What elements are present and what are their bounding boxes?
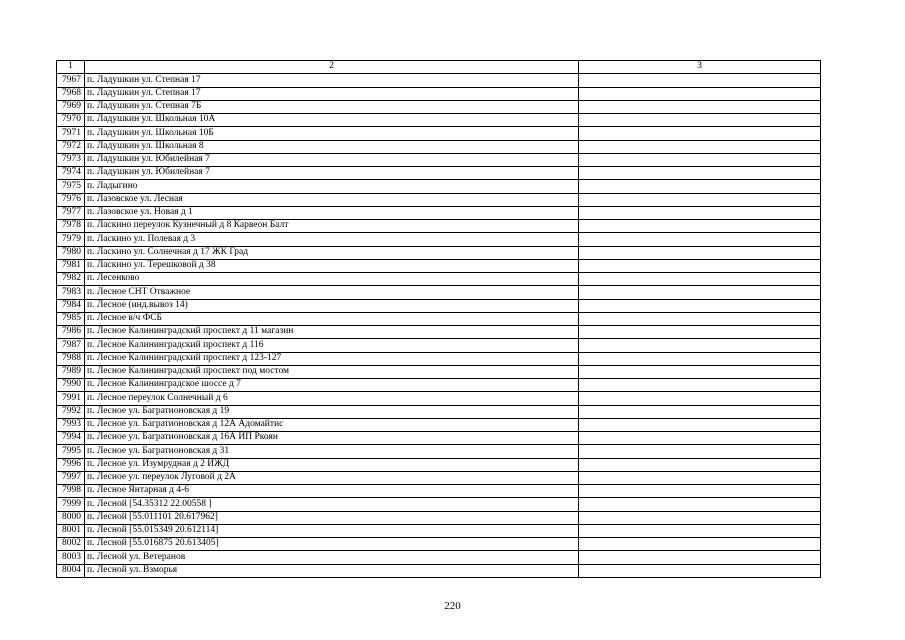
row-number: 7967 xyxy=(57,74,85,87)
table-row xyxy=(57,471,821,484)
table-row xyxy=(57,87,821,100)
address-cell: п. Лесное Калининградское шоссе д 7 xyxy=(85,379,579,392)
column-3-cell xyxy=(579,140,821,153)
table-row xyxy=(57,74,821,87)
column-3-cell xyxy=(579,365,821,378)
row-number: 7997 xyxy=(57,471,85,484)
table-row xyxy=(57,246,821,259)
column-3-cell xyxy=(579,193,821,206)
row-number: 8000 xyxy=(57,511,85,524)
row-number: 7980 xyxy=(57,246,85,259)
table-row xyxy=(57,286,821,299)
address-cell: п. Лесной ул. Ветеранов xyxy=(85,551,579,564)
address-cell: п. Лазовское ул. Новая д 1 xyxy=(85,206,579,219)
address-cell: п. Лесной [55.016875 20.613405] xyxy=(85,538,579,551)
address-cell: п. Лесное в/ч ФСБ xyxy=(85,312,579,325)
row-number: 8004 xyxy=(57,564,85,577)
column-3-cell xyxy=(579,458,821,471)
column-3-cell xyxy=(579,286,821,299)
address-cell: п. Ладушкин ул. Степная 17 xyxy=(85,87,579,100)
address-cell: п. Ладушкин ул. Степная 17 xyxy=(85,74,579,87)
column-3-cell xyxy=(579,114,821,127)
address-cell: п. Лесной [54.35312 22.00558 ] xyxy=(85,498,579,511)
row-number: 7973 xyxy=(57,153,85,166)
table-row xyxy=(57,259,821,272)
column-3-cell xyxy=(579,153,821,166)
row-number: 7972 xyxy=(57,140,85,153)
table-row xyxy=(57,180,821,193)
address-cell: п. Лесное Калининградский проспект под мостом xyxy=(85,365,579,378)
table-row xyxy=(57,365,821,378)
column-3-cell xyxy=(579,432,821,445)
row-number: 7974 xyxy=(57,167,85,180)
column-3-cell xyxy=(579,180,821,193)
row-number: 7999 xyxy=(57,498,85,511)
address-cell: п. Ладушкин ул. Степная 7Б xyxy=(85,100,579,113)
table-row xyxy=(57,511,821,524)
address-cell: п. Ладыгино xyxy=(85,180,579,193)
table-row xyxy=(57,140,821,153)
address-cell: п. Ласкино ул. Терешковой д 38 xyxy=(85,259,579,272)
table-row xyxy=(57,326,821,339)
table-row xyxy=(57,524,821,537)
column-3-cell xyxy=(579,471,821,484)
table-row xyxy=(57,352,821,365)
table-row xyxy=(57,445,821,458)
column-3-cell xyxy=(579,551,821,564)
table-row xyxy=(57,220,821,233)
column-3-cell xyxy=(579,445,821,458)
table-row xyxy=(57,299,821,312)
row-number: 7986 xyxy=(57,326,85,339)
table-row xyxy=(57,538,821,551)
address-table xyxy=(56,60,821,578)
row-number: 7994 xyxy=(57,432,85,445)
table-row xyxy=(57,432,821,445)
row-number: 7987 xyxy=(57,339,85,352)
column-3-cell xyxy=(579,498,821,511)
column-3-cell xyxy=(579,206,821,219)
column-3-cell xyxy=(579,312,821,325)
column-3-cell xyxy=(579,352,821,365)
address-cell: п. Лесенково xyxy=(85,273,579,286)
row-number: 7985 xyxy=(57,312,85,325)
column-3-cell xyxy=(579,339,821,352)
table-row xyxy=(57,233,821,246)
column-header-1: 1 xyxy=(57,61,85,74)
table-row xyxy=(57,100,821,113)
address-cell: п. Ладушкин ул. Школьная 10Б xyxy=(85,127,579,140)
address-cell: п. Ласкино ул. Полевая д 3 xyxy=(85,233,579,246)
table-row xyxy=(57,312,821,325)
table-row xyxy=(57,392,821,405)
address-cell: п. Лесное Янтарная д 4-6 xyxy=(85,485,579,498)
address-cell: п. Лесное ул. переулок Луговой д 2А xyxy=(85,471,579,484)
row-number: 7996 xyxy=(57,458,85,471)
row-number: 7990 xyxy=(57,379,85,392)
column-3-cell xyxy=(579,233,821,246)
row-number: 7982 xyxy=(57,273,85,286)
row-number: 7968 xyxy=(57,87,85,100)
row-number: 7976 xyxy=(57,193,85,206)
row-number: 7998 xyxy=(57,485,85,498)
table-row xyxy=(57,551,821,564)
row-number: 7969 xyxy=(57,100,85,113)
address-cell: п. Ладушкин ул. Школьная 8 xyxy=(85,140,579,153)
address-cell: п. Лазовское ул. Лесная xyxy=(85,193,579,206)
address-cell: п. Ласкино ул. Солнечная д 17 ЖК Град xyxy=(85,246,579,259)
row-number: 7977 xyxy=(57,206,85,219)
row-number: 7979 xyxy=(57,233,85,246)
table-row xyxy=(57,498,821,511)
table-row xyxy=(57,339,821,352)
row-number: 7978 xyxy=(57,220,85,233)
column-header-2: 2 xyxy=(85,61,579,74)
address-cell: п. Лесное ул. Багратионовская д 16А ИП Ркоян xyxy=(85,432,579,445)
column-3-cell xyxy=(579,538,821,551)
page-number: 220 xyxy=(444,600,461,612)
row-number: 7975 xyxy=(57,180,85,193)
row-number: 8001 xyxy=(57,524,85,537)
column-3-cell xyxy=(579,273,821,286)
column-3-cell xyxy=(579,259,821,272)
column-3-cell xyxy=(579,511,821,524)
row-number: 7988 xyxy=(57,352,85,365)
address-cell: п. Ладушкин ул. Юбилейная 7 xyxy=(85,167,579,180)
column-header-3: 3 xyxy=(579,61,821,74)
row-number: 7970 xyxy=(57,114,85,127)
address-cell: п. Лесное ул. Багратионовская д 12А Адомайтис xyxy=(85,418,579,431)
table-body xyxy=(57,74,821,578)
address-cell: п. Лесной [55.015349 20.612114] xyxy=(85,524,579,537)
address-cell: п. Лесное (инд.вывоз 14) xyxy=(85,299,579,312)
address-cell: п. Ладушкин ул. Школьная 10А xyxy=(85,114,579,127)
table-row xyxy=(57,206,821,219)
table-row xyxy=(57,127,821,140)
row-number: 8002 xyxy=(57,538,85,551)
address-cell: п. Лесное СНТ Отважное xyxy=(85,286,579,299)
column-3-cell xyxy=(579,74,821,87)
column-3-cell xyxy=(579,564,821,577)
column-3-cell xyxy=(579,127,821,140)
column-3-cell xyxy=(579,167,821,180)
row-number: 7971 xyxy=(57,127,85,140)
address-cell: п. Ласкино переулок Кузнечный д 8 Карвеон Балт xyxy=(85,220,579,233)
column-3-cell xyxy=(579,392,821,405)
column-3-cell xyxy=(579,246,821,259)
address-cell: п. Лесное ул. Багратионовская д 19 xyxy=(85,405,579,418)
table-row xyxy=(57,273,821,286)
row-number: 7992 xyxy=(57,405,85,418)
row-number: 8003 xyxy=(57,551,85,564)
address-cell: п. Лесное Калининградский проспект д 11 магазин xyxy=(85,326,579,339)
table-row xyxy=(57,418,821,431)
table-row xyxy=(57,193,821,206)
column-3-cell xyxy=(579,87,821,100)
table-row xyxy=(57,485,821,498)
address-cell: п. Лесное Калининградский проспект д 123-127 xyxy=(85,352,579,365)
table-row xyxy=(57,114,821,127)
table-row xyxy=(57,458,821,471)
row-number: 7995 xyxy=(57,445,85,458)
table-row xyxy=(57,153,821,166)
column-3-cell xyxy=(579,326,821,339)
column-3-cell xyxy=(579,418,821,431)
column-3-cell xyxy=(579,485,821,498)
address-cell: п. Лесной [55.011101 20.617962] xyxy=(85,511,579,524)
row-number: 7984 xyxy=(57,299,85,312)
row-number: 7991 xyxy=(57,392,85,405)
header-row xyxy=(57,61,821,74)
column-3-cell xyxy=(579,405,821,418)
column-3-cell xyxy=(579,100,821,113)
table-row xyxy=(57,564,821,577)
column-3-cell xyxy=(579,220,821,233)
address-cell: п. Лесной ул. Взморья xyxy=(85,564,579,577)
table-row xyxy=(57,405,821,418)
address-cell: п. Ладушкин ул. Юбилейная 7 xyxy=(85,153,579,166)
address-cell: п. Лесное переулок Солнечный д 6 xyxy=(85,392,579,405)
column-3-cell xyxy=(579,299,821,312)
address-cell: п. Лесное Калининградский проспект д 116 xyxy=(85,339,579,352)
row-number: 7983 xyxy=(57,286,85,299)
address-cell: п. Лесное ул. Изумрудная д 2 ИЖД xyxy=(85,458,579,471)
table-row xyxy=(57,167,821,180)
row-number: 7993 xyxy=(57,418,85,431)
column-3-cell xyxy=(579,379,821,392)
address-cell: п. Лесное ул. Багратионовская д 31 xyxy=(85,445,579,458)
row-number: 7989 xyxy=(57,365,85,378)
row-number: 7981 xyxy=(57,259,85,272)
table-row xyxy=(57,379,821,392)
column-3-cell xyxy=(579,524,821,537)
